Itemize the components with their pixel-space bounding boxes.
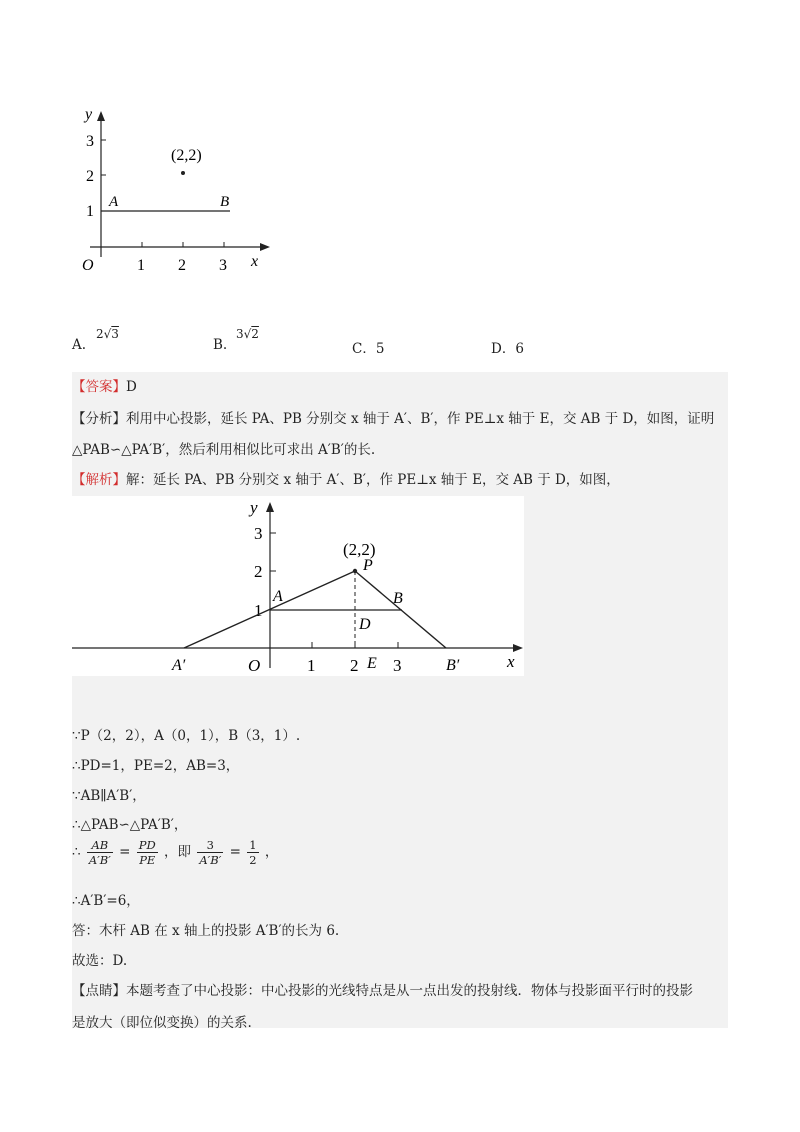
fraction-denominator: PE — [139, 853, 156, 867]
fraction-pd-over-pe — [137, 838, 158, 867]
x-axis-arrow — [260, 243, 270, 251]
x-tick-label: 3 — [393, 656, 402, 675]
option-a-radical: 2√3 — [96, 327, 119, 341]
label-a-prime: A′ — [172, 657, 186, 674]
x-tick-label: 2 — [178, 257, 186, 274]
label-a: A — [273, 588, 283, 605]
x-axis-label: x — [251, 253, 259, 270]
step-5-proportion — [72, 838, 278, 867]
fraction-numerator: AB — [87, 838, 113, 853]
y-tick-label: 1 — [86, 203, 94, 220]
step-5-prefix: ∴ — [72, 844, 81, 860]
comment-line-1 — [72, 979, 693, 999]
fraction-numerator: 1 — [249, 838, 257, 852]
fraction-3-over-a-prime-b-prime — [197, 838, 223, 867]
solution-text: 解：延长 PA、PB 分别交 x 轴于 A′、B′，作 PE⊥x 轴于 E，交 AB 于 D，如图， — [126, 472, 620, 488]
analysis-text-1: 利用中心投影，延长 PA、PB 分别交 x 轴于 A′、B′，作 PE⊥x 轴于 E，交 AB 于 D，如图，证明 — [126, 411, 715, 427]
answer-options — [72, 325, 672, 360]
option-b-radicand: 2 — [251, 327, 259, 341]
x-tick-label: 2 — [350, 656, 359, 675]
fraction-numerator: 3 — [197, 838, 223, 853]
option-b-letter: B. — [213, 337, 228, 353]
step-4: ∴△PAB∽△PA′B′， — [72, 817, 188, 833]
solution-line — [72, 468, 620, 488]
analysis-line-1 — [72, 407, 714, 427]
option-d[interactable]: D．6 — [491, 341, 524, 357]
y-axis-label: y — [85, 106, 93, 123]
option-b-radical: 3√2 — [236, 327, 259, 341]
comment-line-2 — [72, 1011, 252, 1031]
fraction-denominator: A′B′ — [88, 853, 111, 867]
origin-label: O — [248, 656, 261, 675]
step-2: ∴PD=1，PE=2，AB=3， — [72, 758, 240, 774]
fraction-denominator: A′B′ — [199, 853, 222, 867]
y-tick-label: 2 — [86, 168, 94, 185]
step-5-mid: ，即 — [164, 844, 192, 860]
equals-sign: = — [229, 844, 241, 860]
x-tick-label: 1 — [307, 656, 316, 675]
x-axis-label: x — [507, 652, 515, 671]
label-a: A — [109, 194, 119, 210]
option-a-radicand: 3 — [111, 327, 119, 341]
fraction-1-over-2 — [247, 838, 258, 867]
equals-sign: = — [119, 844, 131, 860]
analysis-tag: 【分析】 — [72, 411, 126, 427]
point-label: (2,2) — [171, 147, 202, 164]
comment-tag: 【点睛】 — [72, 983, 126, 999]
fraction-ab-over-a-prime-b-prime — [87, 838, 113, 867]
point-p — [353, 569, 357, 573]
coordinate-figure-bottom — [72, 496, 524, 676]
y-tick-label: 2 — [254, 562, 263, 581]
option-a-coef: 2 — [96, 327, 104, 341]
point-coord-label: (2,2) — [343, 540, 376, 559]
comment-text-2: 是放大（即位似变换）的关系. — [72, 1015, 252, 1031]
coordinate-figure-top — [60, 95, 280, 280]
label-b: B — [220, 194, 230, 210]
step-3: ∵AB∥A′B′， — [72, 788, 146, 804]
answer-text: D — [126, 379, 137, 395]
answer-line — [72, 375, 137, 395]
analysis-line-2 — [72, 438, 375, 458]
y-axis-arrow — [97, 111, 105, 121]
origin-label: O — [82, 257, 94, 274]
fraction-numerator: PD — [138, 838, 156, 852]
step-6: ∴A′B′=6， — [72, 893, 140, 909]
option-b-coef: 3 — [236, 327, 244, 341]
step-8-choice: 故选：D. — [72, 953, 128, 969]
x-tick-label: 3 — [219, 257, 227, 274]
answer-tag: 【答案】 — [72, 379, 126, 395]
x-tick-label: 1 — [137, 257, 145, 274]
y-tick-label: 1 — [254, 601, 263, 620]
x-axis-arrow — [513, 644, 523, 652]
label-p: P — [363, 557, 373, 574]
y-tick-label: 3 — [86, 133, 94, 150]
step-5-suffix: ， — [264, 844, 279, 860]
option-a-letter: A. — [72, 337, 87, 353]
label-b: B — [393, 590, 403, 607]
step-7-conclusion: 答：木杆 AB 在 x 轴上的投影 A′B′的长为 6. — [72, 923, 340, 939]
y-axis-label: y — [250, 498, 258, 517]
y-axis-arrow — [266, 502, 274, 512]
option-c[interactable]: C．5 — [352, 341, 385, 357]
label-b-prime: B′ — [446, 657, 460, 674]
solution-tag: 【解析】 — [72, 472, 126, 488]
label-d: D — [359, 616, 371, 633]
step-1: ∵P（2，2），A（0，1），B（3，1）. — [72, 728, 301, 744]
option-a[interactable] — [72, 327, 119, 353]
fraction-denominator: 2 — [249, 853, 257, 867]
analysis-text-2: △PAB∽△PA′B′，然后利用相似比可求出 A′B′的长. — [72, 442, 376, 458]
comment-text-1: 本题考查了中心投影：中心投影的光线特点是从一点出发的投射线．物体与投影面平行时的投影 — [126, 983, 693, 999]
y-tick-label: 3 — [254, 524, 263, 543]
option-b[interactable] — [213, 327, 259, 353]
point-2-2 — [181, 171, 185, 175]
label-e: E — [367, 655, 377, 672]
